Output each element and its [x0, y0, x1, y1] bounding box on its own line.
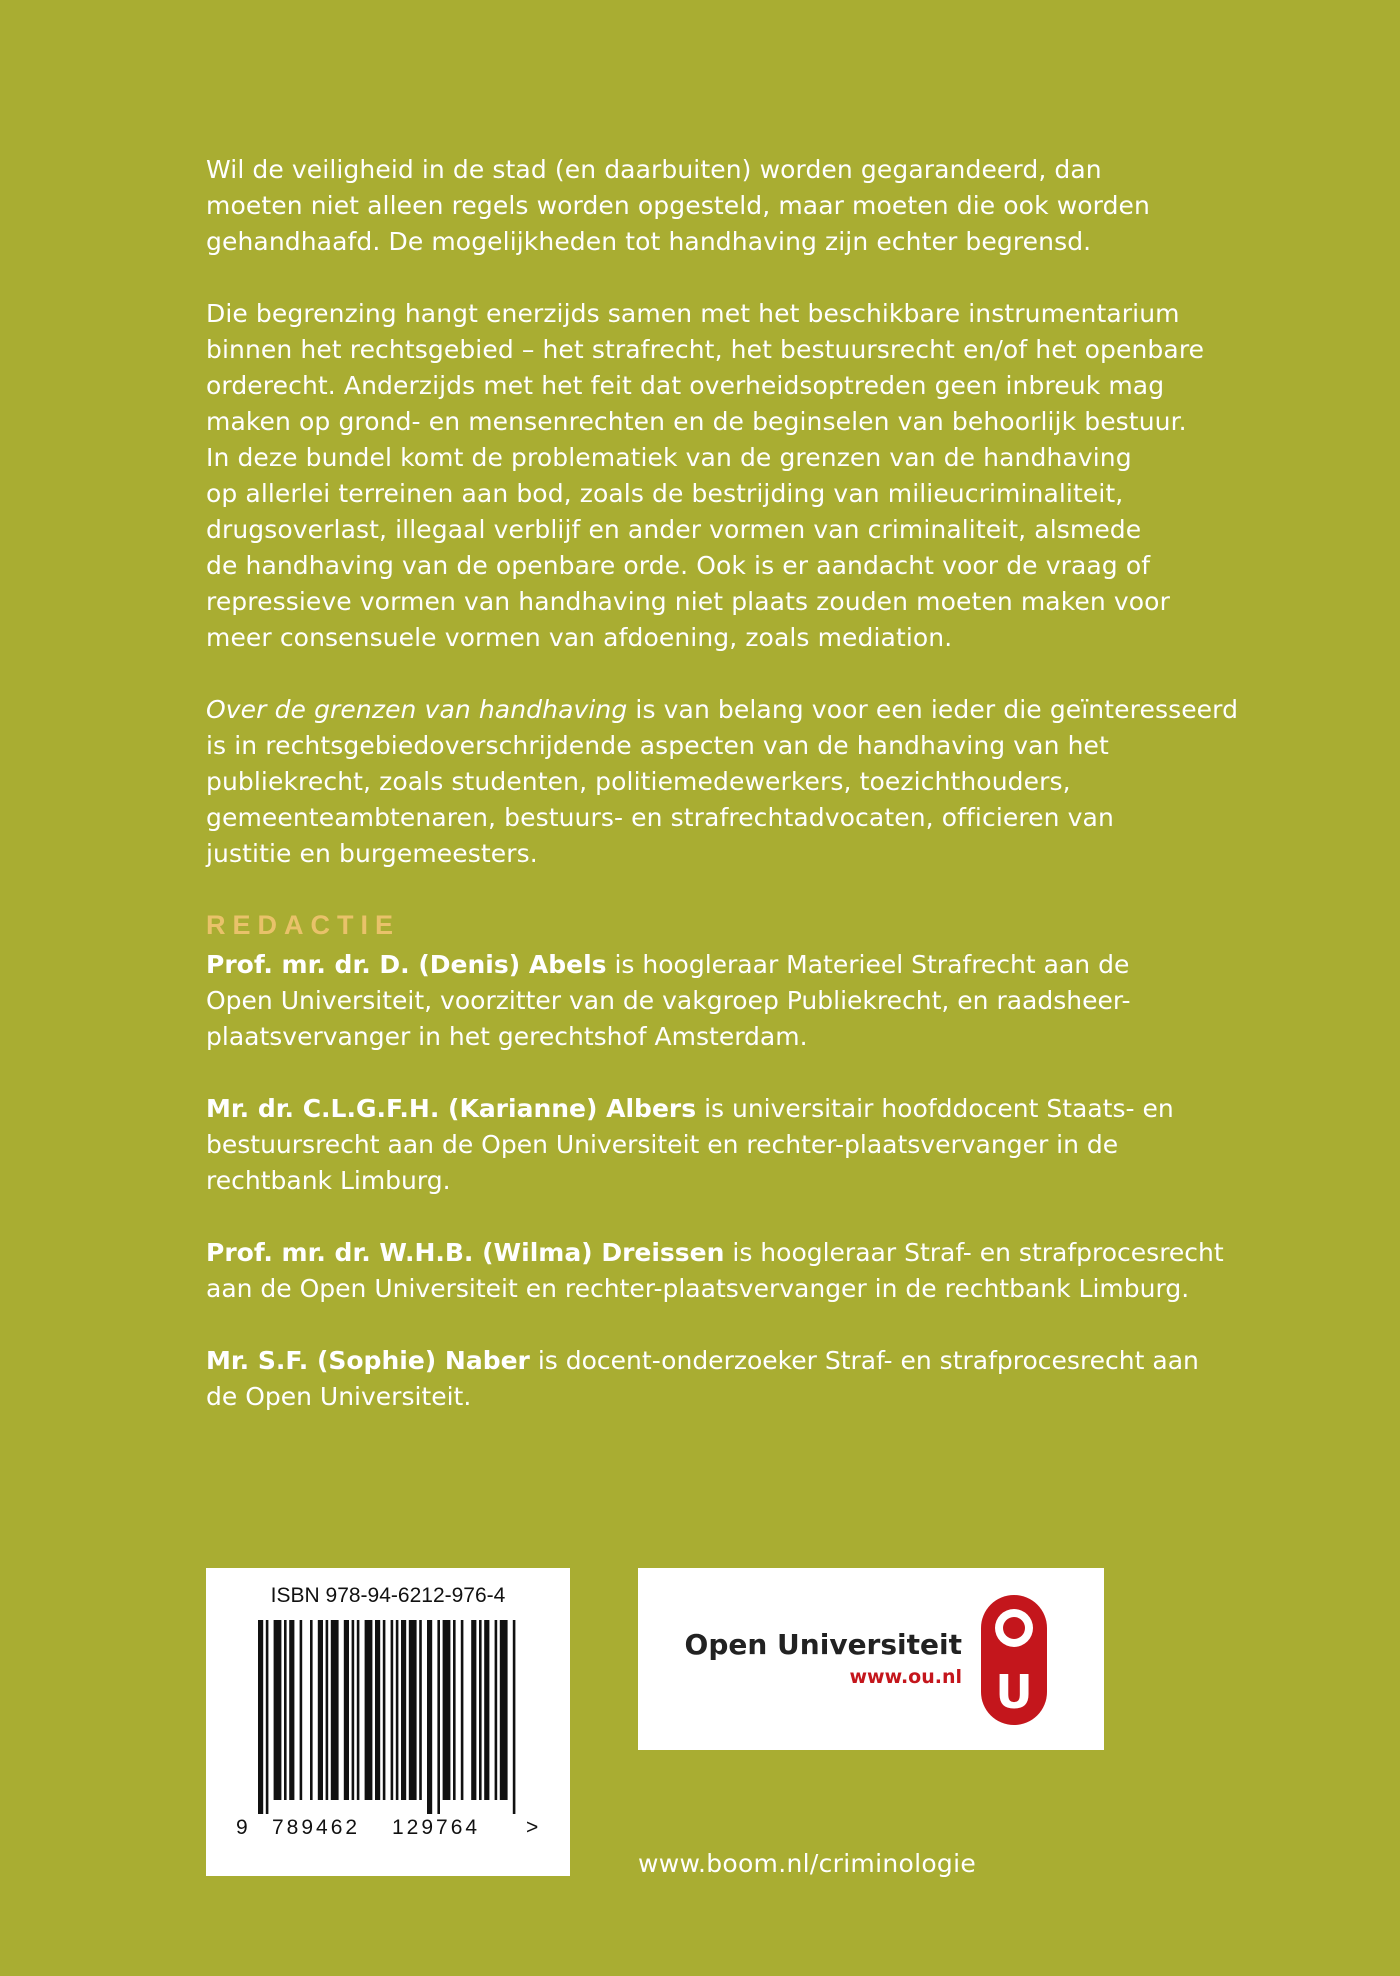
barcode-bar [401, 1620, 406, 1800]
text-line: Wil de veiligheid in de stad (en daarbuiten) worden gegarandeerd, dan [206, 155, 1102, 184]
barcode-bar [427, 1620, 432, 1814]
text-fragment: is hoogleraar Straf- en strafprocesrecht [724, 1238, 1224, 1267]
text-line: publiekrecht, zoals studenten, politiemedewerkers, toezichthouders, [206, 767, 1071, 796]
barcode-bar [300, 1620, 303, 1800]
intro-paragraph [206, 152, 1236, 260]
barcode-bar [484, 1620, 489, 1800]
text-line: repressieve vormen van handhaving niet plaats zouden moeten maken voor [206, 587, 1170, 616]
isbn-barcode [206, 1568, 570, 1876]
text-line: drugsoverlast, illegaal verblijf en ander vormen van criminaliteit, alsmede [206, 515, 1142, 544]
editor-name: Mr. S.F. (Sophie) Naber [206, 1346, 530, 1375]
barcode-digits-left: 789462 [272, 1816, 361, 1839]
barcode-bar [266, 1620, 269, 1814]
barcode-bar [375, 1620, 380, 1800]
text-line: gehandhaafd. De mogelijkheden tot handhaving zijn echter begrensd. [206, 227, 1092, 256]
barcode-bar [289, 1620, 294, 1800]
barcode-bar [409, 1620, 417, 1800]
text-line: is in rechtsgebiedoverschrijdende aspecten van de handhaving van het [206, 731, 1109, 760]
text-line: de Open Universiteit. [206, 1382, 472, 1411]
editor-bio [206, 1343, 1236, 1415]
barcode-bar [437, 1620, 440, 1814]
publisher-website: www.boom.nl/criminologie [638, 1849, 977, 1878]
editor-name: Mr. dr. C.L.G.F.H. (Karianne) Albers [206, 1094, 697, 1123]
text-line: op allerlei terreinen aan bod, zoals de bestrijding van milieucriminaliteit, [206, 479, 1124, 508]
body-paragraph [206, 296, 1236, 656]
text-fragment: is universitair hoofddocent Staats- en [696, 1094, 1174, 1123]
text-line: justitie en burgemeesters. [206, 839, 538, 868]
barcode-bar [453, 1620, 456, 1800]
barcode-bar [383, 1620, 386, 1800]
barcode-bar [352, 1620, 355, 1800]
text-line: Die begrenzing hangt enerzijds samen met het beschikbare instrumentarium [206, 299, 1180, 328]
text-line: bestuursrecht aan de Open Universiteit en rechter-plaatsvervanger in de [206, 1130, 1119, 1159]
barcode-bar [310, 1620, 313, 1800]
description-text [206, 152, 1239, 872]
logo-name: Open Universiteit [684, 1628, 962, 1661]
text-line: rechtbank Limburg. [206, 1166, 451, 1195]
logo-mark-letter: U [995, 1665, 1033, 1719]
barcode-bar [391, 1620, 394, 1800]
editor-bio [206, 947, 1236, 1055]
editors-list [206, 947, 1236, 1415]
text-line [206, 1235, 1236, 1271]
barcode-bar [326, 1620, 329, 1800]
editor-name: Prof. mr. dr. D. (Denis) Abels [206, 950, 607, 979]
barcode-bars [256, 1620, 520, 1814]
barcode-quiet-zone-mark: > [526, 1816, 539, 1839]
editors-heading: REDACTIE [206, 910, 401, 940]
text-line: plaatsvervanger in het gerechtshof Amsterdam. [206, 1022, 808, 1051]
text-line [206, 692, 1239, 728]
barcode-digit-lead: 9 [236, 1816, 248, 1839]
barcode-bar [365, 1620, 373, 1800]
text-line: binnen het rechtsgebied – het strafrecht, het bestuursrecht en/of het openbare [206, 335, 1205, 364]
text-line: Open Universiteit, voorzitter van de vakgroep Publiekrecht, en raadsheer- [206, 986, 1131, 1015]
text-fragment: is hoogleraar Materieel Strafrecht aan de [606, 950, 1130, 979]
barcode-bar [461, 1620, 464, 1800]
barcode-bar [357, 1620, 360, 1800]
barcode-bar [258, 1620, 263, 1814]
barcode-bar [318, 1620, 323, 1800]
text-line [206, 1343, 1236, 1379]
logo-url: www.ou.nl [849, 1666, 962, 1688]
text-line [206, 947, 1236, 983]
text-line: orderecht. Anderzijds met het feit dat overheidsoptreden geen inbreuk mag [206, 371, 1165, 400]
text-line: gemeenteambtenaren, bestuurs- en strafrechtadvocaten, officieren van [206, 803, 1114, 832]
text-line: de handhaving van de openbare orde. Ook is er aandacht voor de vraag of [206, 551, 1151, 580]
barcode-bar [284, 1620, 287, 1800]
barcode-bar [396, 1620, 399, 1800]
barcode-bar [344, 1620, 349, 1800]
audience-paragraph [206, 692, 1239, 872]
barcode-digits-right: 129764 [392, 1816, 481, 1839]
text-line: aan de Open Universiteit en rechter-plaatsvervanger in de rechtbank Limburg. [206, 1274, 1190, 1303]
barcode-bar [443, 1620, 451, 1800]
book-title: Over de grenzen van handhaving [206, 695, 628, 724]
text-line [206, 1091, 1236, 1127]
text-line: meer consensuele vormen van afdoening, zoals mediation. [206, 623, 953, 652]
barcode-bar [274, 1620, 282, 1800]
barcode-bar [500, 1620, 508, 1800]
barcode-bar [495, 1620, 498, 1800]
publisher-logo-box [638, 1568, 1104, 1750]
text-line: In deze bundel komt de problematiek van de grenzen van de handhaving [206, 443, 1132, 472]
barcode-bar [331, 1620, 339, 1800]
editor-bio [206, 1235, 1236, 1307]
barcode-bar [419, 1620, 422, 1800]
open-universiteit-logo-icon [978, 1592, 1050, 1728]
editor-name: Prof. mr. dr. W.H.B. (Wilma) Dreissen [206, 1238, 725, 1267]
text-fragment: is van belang voor een ieder die geïnteresseerd [627, 695, 1239, 724]
barcode-bar [479, 1620, 482, 1800]
text-line: moeten niet alleen regels worden opgesteld, maar moeten die ook worden [206, 191, 1150, 220]
text-line: maken op grond- en mensenrechten en de beginselen van behoorlijk bestuur. [206, 407, 1187, 436]
barcode-bar [471, 1620, 476, 1800]
text-fragment: is docent-onderzoeker Straf- en strafprocesrecht aan [529, 1346, 1199, 1375]
barcode-bar [513, 1620, 516, 1814]
isbn-label: ISBN 978-94-6212-976-4 [270, 1584, 506, 1607]
editor-bio [206, 1091, 1236, 1199]
